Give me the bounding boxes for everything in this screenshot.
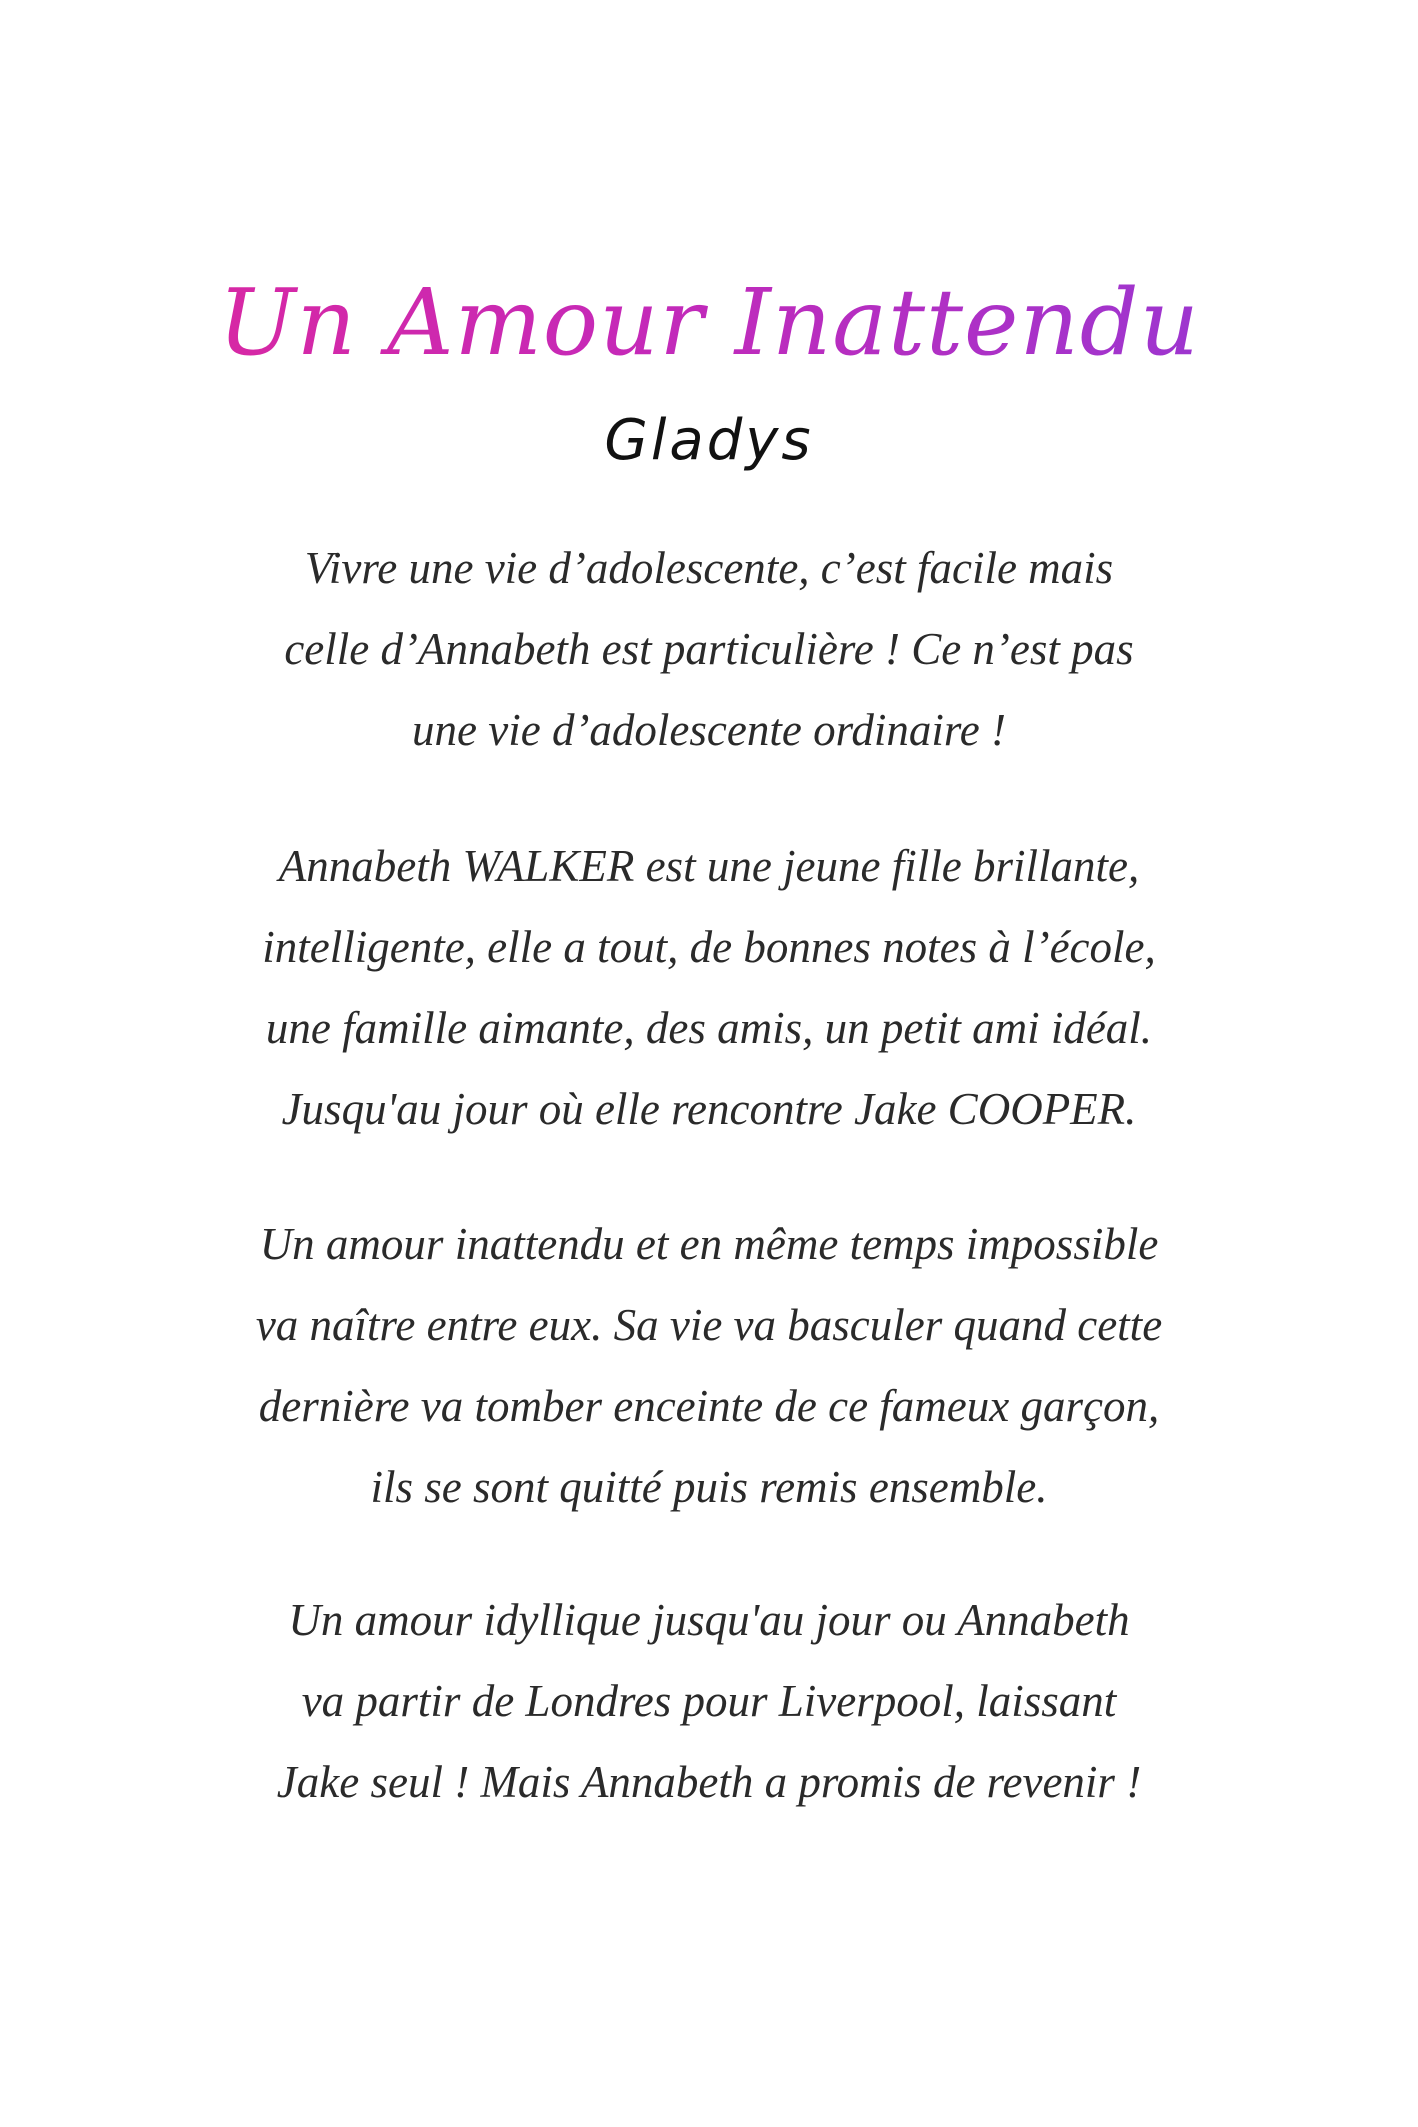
- blurb-line: Jake seul ! Mais Annabeth a promis de revenir !: [276, 1757, 1142, 1807]
- blurb-line: dernière va tomber enceinte de ce fameux garçon,: [258, 1381, 1160, 1431]
- blurb-line: Jusqu'au jour où elle rencontre Jake COOPER.: [281, 1084, 1137, 1134]
- blurb-line: va partir de Londres pour Liverpool, laissant: [301, 1676, 1117, 1726]
- blurb-line: celle d’Annabeth est particulière ! Ce n’est pas: [284, 624, 1134, 674]
- blurb-line: Vivre une vie d’adolescente, c’est facile mais: [304, 543, 1114, 593]
- blurb-line: Un amour inattendu et en même temps impossible: [259, 1219, 1159, 1269]
- blurb-line: une vie d’adolescente ordinaire !: [412, 705, 1006, 755]
- blurb-line: intelligente, elle a tout, de bonnes notes à l’école,: [262, 922, 1156, 972]
- blurb-paragraph-4: [0, 1580, 1418, 1823]
- blurb-paragraph-2: [0, 826, 1418, 1150]
- blurb-paragraph-3: [0, 1204, 1418, 1528]
- blurb-line: Un amour idyllique jusqu'au jour ou Annabeth: [288, 1595, 1130, 1645]
- blurb-line: Annabeth WALKER est une jeune fille brillante,: [278, 841, 1140, 891]
- blurb-line: va naître entre eux. Sa vie va basculer quand cette: [255, 1300, 1163, 1350]
- blurb-line: ils se sont quitté puis remis ensemble.: [370, 1462, 1048, 1512]
- blurb-line: une famille aimante, des amis, un petit ami idéal.: [265, 1003, 1153, 1053]
- blurb-paragraph-1: [0, 528, 1418, 771]
- book-title: Un Amour Inattendu: [0, 268, 1418, 378]
- book-author: Gladys: [604, 408, 814, 473]
